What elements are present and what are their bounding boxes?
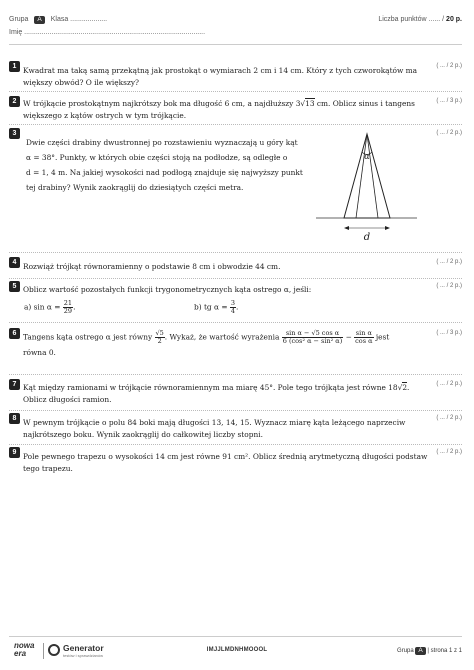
task-8-line2: najkrótszego boku. Wynik zaokrąglij do całkowitej liczby stopni. (23, 430, 263, 439)
task-6-text-3: jest (375, 332, 390, 342)
separator (9, 124, 462, 125)
document-code: IMJJLMDNHMOOOL (206, 647, 268, 653)
minus-sign: − (345, 332, 352, 342)
sqrt-symbol: √ (397, 383, 403, 392)
task-number-1: 1 (9, 61, 20, 72)
task-1 (23, 65, 417, 89)
task-7 (23, 382, 409, 406)
task-5-part-b (194, 300, 238, 315)
task-4-line1: Rozwiąż trójkąt równoramienny o podstawie 8 cm i obwodzie 44 cm. (23, 262, 281, 271)
task-number-7: 7 (9, 379, 20, 390)
task-number-5: 5 (9, 281, 20, 292)
fraction-expr-num: sin α − √5 cos α (282, 330, 343, 338)
separator (9, 374, 462, 375)
task-number-4: 4 (9, 257, 20, 268)
task-9 (23, 451, 427, 475)
task-6-line1 (23, 330, 389, 345)
task-2 (23, 98, 415, 122)
task-points-9: ( ... / 2 p.) (436, 449, 462, 455)
fraction-tan-den: 2 (157, 337, 162, 345)
klasa-label: Klasa ................... (50, 16, 108, 23)
header-divider (9, 44, 462, 45)
task-points-5: ( ... / 2 p.) (436, 283, 462, 289)
arrowhead-right (385, 226, 390, 230)
generator-subtitle: testów i sprawdzianów (63, 653, 104, 658)
task-points-4: ( ... / 2 p.) (436, 259, 462, 265)
separator (9, 444, 462, 445)
footer-page-info (397, 647, 462, 655)
ladder-outline (344, 134, 390, 218)
task-points-3: ( ... / 2 p.) (436, 130, 462, 136)
task-9-line2: tego trapezu. (23, 464, 73, 473)
part-a-end: . (73, 302, 76, 312)
task-3-line2: α = 38°. Punkty, w których obie części stoją na podłodze, są odległe o (26, 153, 288, 162)
task-4 (23, 261, 280, 273)
separator (9, 410, 462, 411)
arrowhead-left (344, 226, 349, 230)
task-points-2: ( ... / 3 p.) (436, 98, 462, 104)
fraction-a (63, 299, 76, 315)
logo-text-nowa: nowa (14, 641, 35, 650)
task-number-3: 3 (9, 128, 20, 139)
task-7-line1-text-b: . (407, 383, 410, 392)
header-imie (9, 29, 205, 36)
task-1-line2: większy obwód? O ile większy? (23, 78, 139, 87)
part-b-end: . (236, 302, 239, 312)
task-3-line1: Dwie części drabiny dwustronnej po rozstawieniu wyznaczają u góry kąt (26, 138, 298, 147)
task-1-line1: Kwadrat ma taką samą przekątną jak prostokąt o wymiarach 2 cm i 14 cm. Który z tych czworokątów ma (23, 66, 418, 75)
task-7-line1-text-a: Kąt między ramionami w trójkącie równoramiennym ma miarę 45°. Pole tego trójkąta jest równe 18 (23, 383, 398, 392)
separator (9, 91, 462, 92)
fraction-sincos (354, 330, 373, 345)
footer-divider (9, 636, 462, 637)
task-8-line1: W pewnym trójkącie o polu 84 boki mają długości 13, 14, 15. Wyznacz miarę kąta leżącego naprzeciw (23, 418, 406, 427)
footer-grupa-label: Grupa (397, 648, 414, 654)
task-7-line1 (23, 382, 409, 394)
separator (9, 252, 462, 253)
alpha-label: α (364, 152, 370, 161)
task-points-6: ( ... / 3 p.) (436, 330, 462, 336)
footer-page-number: | strona 1 z 1 (427, 648, 462, 654)
task-3-line3: d = 1, 4 m. Na jakiej wysokości nad podłogą znajduje się najwyższy punkt (26, 168, 303, 177)
sqrt-symbol: √ (300, 99, 306, 108)
imie-label: Imię ............................................................................................. (9, 29, 206, 36)
task-7-line2: Oblicz długości ramion. (23, 395, 112, 404)
fraction-sincos-num: sin α (355, 329, 372, 337)
task-2-line1-text-b: cm. Oblicz sinus i tangens (314, 99, 415, 108)
task-points-1: ( ... / 2 p.) (436, 63, 462, 69)
task-8 (23, 417, 405, 441)
fraction-tan (155, 330, 165, 345)
task-3 (26, 135, 303, 195)
task-number-6: 6 (9, 328, 20, 339)
fraction-expr (282, 330, 343, 345)
part-a-label: a) sin α = (24, 302, 61, 312)
fraction-expr-den: 6 (cos² α − sin² α) (282, 337, 343, 345)
sqrt-radicand: 2 (402, 383, 408, 392)
fraction-tan-num: √5 (155, 329, 164, 337)
grupa-badge: A (34, 16, 44, 24)
task-3-line4: tej drabiny? Wynik zaokrąglij do dziesiątych części metra. (26, 183, 244, 192)
task-6-text-1: Tangens kąta ostrego α jest równy (23, 332, 153, 342)
fraction-a-num: 21 (63, 299, 73, 307)
part-b-label: b) tg α = (194, 302, 228, 312)
task-2-line1 (23, 98, 415, 110)
header-grupa-klasa (9, 16, 107, 24)
fraction-b-den: 4 (230, 307, 236, 315)
ladder-diagram (312, 132, 422, 244)
task-5-part-a (24, 300, 75, 315)
footer (0, 642, 474, 662)
points-label: Liczba punktów ...... / (378, 16, 445, 23)
task-5-line1: Oblicz wartość pozostałych funkcji trygonometrycznych kąta ostrego α, jeśli: (23, 285, 312, 294)
separator (9, 322, 462, 323)
task-number-9: 9 (9, 447, 20, 458)
separator (9, 278, 462, 279)
task-points-8: ( ... / 2 p.) (436, 415, 462, 421)
grupa-label: Grupa (9, 16, 29, 23)
task-6-line2: równa 0. (23, 348, 56, 357)
task-9-line1: Pole pewnego trapezu o wysokości 14 cm jest równe 91 cm². Oblicz średnią arytmetyczną długości podstaw (23, 452, 428, 461)
fraction-b-num: 3 (230, 299, 236, 307)
task-2-line1-text-a: W trójkącie prostokątnym najkrótszy bok ma długość 6 cm, a najdłuższy 3 (23, 99, 301, 108)
task-number-8: 8 (9, 413, 20, 424)
fraction-a-den: 29 (63, 307, 73, 315)
task-5 (23, 284, 311, 296)
ladder-left-leg-inner (356, 134, 367, 218)
task-2-line2: większego z kątów ostrych w tym trójkącie. (23, 111, 187, 120)
d-label: d (363, 232, 371, 243)
fraction-sincos-den: cos α (355, 337, 373, 345)
points-total: 20 p. (446, 16, 462, 23)
task-number-2: 2 (9, 96, 20, 107)
task-6 (23, 330, 389, 359)
sqrt-radicand: 13 (305, 99, 315, 108)
logo-text-era: era (14, 649, 27, 658)
header-points (378, 16, 462, 23)
footer-grupa-badge: A (415, 647, 425, 655)
generator-title: Generator (63, 643, 104, 653)
task-points-7: ( ... / 2 p.) (436, 381, 462, 387)
ladder-right-leg-inner (367, 134, 378, 218)
task-6-text-2: . Wykaż, że wartość wyrażenia (164, 332, 280, 342)
